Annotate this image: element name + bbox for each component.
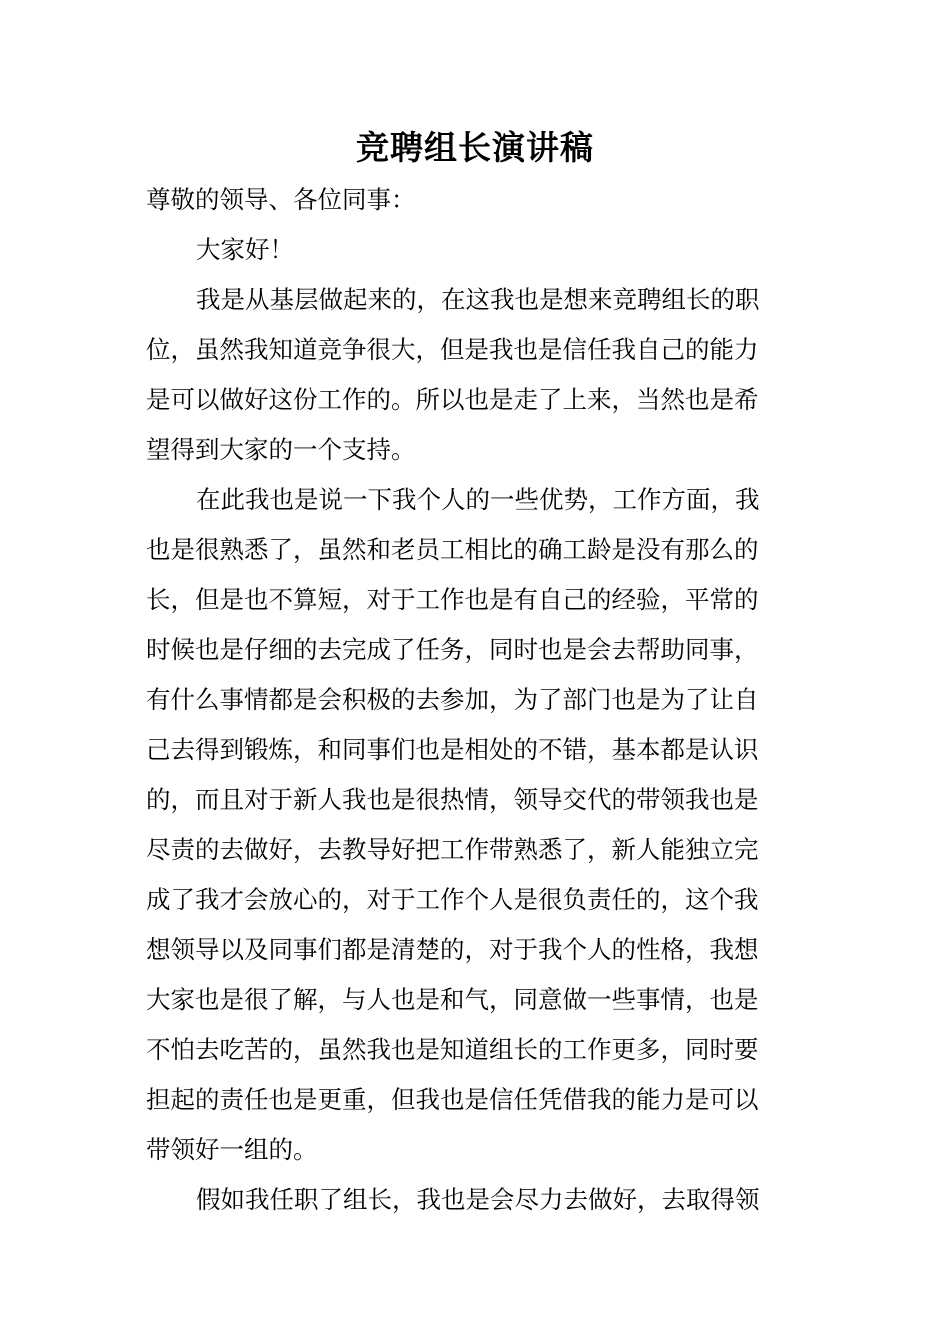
greeting-line: 大家好！ [196, 235, 294, 264]
document-title: 竞聘组长演讲稿 [356, 128, 594, 167]
paragraph-2-line-9: 成了我才会放心的，对于工作个人是很负责任的，这个我 [146, 885, 759, 914]
paragraph-2-line-4: 时候也是仔细的去完成了任务，同时也是会去帮助同事， [146, 635, 759, 664]
paragraph-2-line-13: 担起的责任也是更重，但我也是信任凭借我的能力是可以 [146, 1085, 759, 1114]
paragraph-2-line-8: 尽责的去做好，去教导好把工作带熟悉了，新人能独立完 [146, 835, 759, 864]
paragraph-2-line-10: 想领导以及同事们都是清楚的，对于我个人的性格，我想 [146, 935, 759, 964]
paragraph-1-line-3: 是可以做好这份工作的。所以也是走了上来，当然也是希 [146, 385, 759, 414]
paragraph-2-line-12: 不怕去吃苦的，虽然我也是知道组长的工作更多，同时要 [146, 1035, 759, 1064]
paragraph-1-line-4: 望得到大家的一个支持。 [146, 435, 416, 464]
paragraph-2-line-2: 也是很熟悉了，虽然和老员工相比的确工龄是没有那么的 [146, 535, 759, 564]
salutation-line: 尊敬的领导、各位同事： [146, 185, 416, 214]
paragraph-3-line-1: 假如我任职了组长，我也是会尽力去做好，去取得领 [196, 1185, 760, 1214]
paragraph-2-line-5: 有什么事情都是会积极的去参加，为了部门也是为了让自 [146, 685, 759, 714]
paragraph-2-line-11: 大家也是很了解，与人也是和气，同意做一些事情，也是 [146, 985, 759, 1014]
paragraph-2-line-14: 带领好一组的。 [146, 1135, 318, 1164]
paragraph-2-line-3: 长，但是也不算短，对于工作也是有自己的经验，平常的 [146, 585, 759, 614]
paragraph-1-line-2: 位，虽然我知道竞争很大，但是我也是信任我自己的能力 [146, 335, 759, 364]
paragraph-2-line-6: 己去得到锻炼，和同事们也是相处的不错，基本都是认识 [146, 735, 759, 764]
paragraph-2-line-7: 的，而且对于新人我也是很热情，领导交代的带领我也是 [146, 785, 759, 814]
paragraph-2-line-1: 在此我也是说一下我个人的一些优势，工作方面，我 [196, 485, 760, 514]
paragraph-1-line-1: 我是从基层做起来的，在这我也是想来竞聘组长的职 [196, 285, 760, 314]
